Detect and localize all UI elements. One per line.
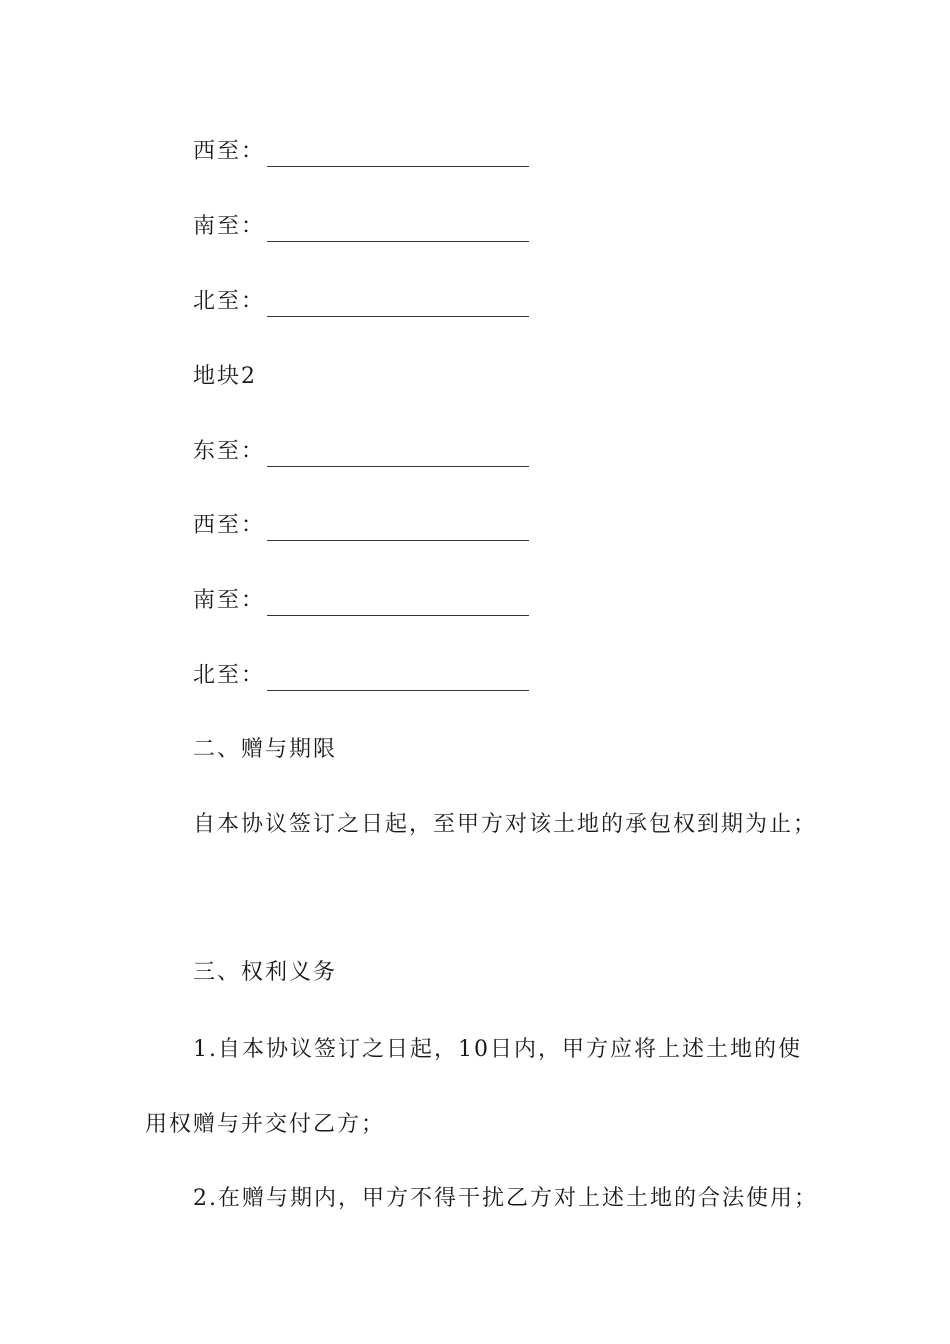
field-label: 西至：: [193, 139, 266, 164]
south-boundary-field: [193, 212, 529, 242]
fill-in-blank[interactable]: [267, 520, 529, 541]
plot-2-east-boundary-field: [193, 437, 529, 467]
section-2-heading: 二、赠与期限: [193, 737, 338, 762]
fill-in-blank[interactable]: [267, 446, 529, 467]
plot-2-south-boundary-field: [193, 586, 529, 616]
section-3-item-2: 2.在赠与期内，甲方不得干扰乙方对上述土地的合法使用；: [193, 1186, 818, 1211]
section-3-heading: 三、权利义务: [193, 960, 338, 985]
north-boundary-field: [193, 287, 529, 317]
field-label: 北至：: [193, 663, 266, 688]
section-2-text: 自本协议签订之日起，至甲方对该土地的承包权到期为止；: [193, 812, 818, 837]
field-label: 南至：: [193, 214, 266, 239]
field-label: 北至：: [193, 289, 266, 314]
plot-2-north-boundary-field: [193, 661, 529, 691]
fill-in-blank[interactable]: [267, 146, 529, 167]
field-label: 南至：: [193, 588, 266, 613]
section-3-item-1-line-2: 用权赠与并交付乙方；: [145, 1112, 386, 1137]
fill-in-blank[interactable]: [267, 296, 529, 317]
section-3-item-1-line-1: 1.自本协议签订之日起，10日内，甲方应将上述土地的使: [193, 1037, 802, 1062]
field-label: 东至：: [193, 439, 266, 464]
fill-in-blank[interactable]: [267, 221, 529, 242]
field-label: 西至：: [193, 513, 266, 538]
west-boundary-field: [193, 137, 529, 167]
fill-in-blank[interactable]: [267, 595, 529, 616]
fill-in-blank[interactable]: [267, 670, 529, 691]
plot-2-west-boundary-field: [193, 511, 529, 541]
plot-2-heading: 地块2: [193, 364, 257, 389]
